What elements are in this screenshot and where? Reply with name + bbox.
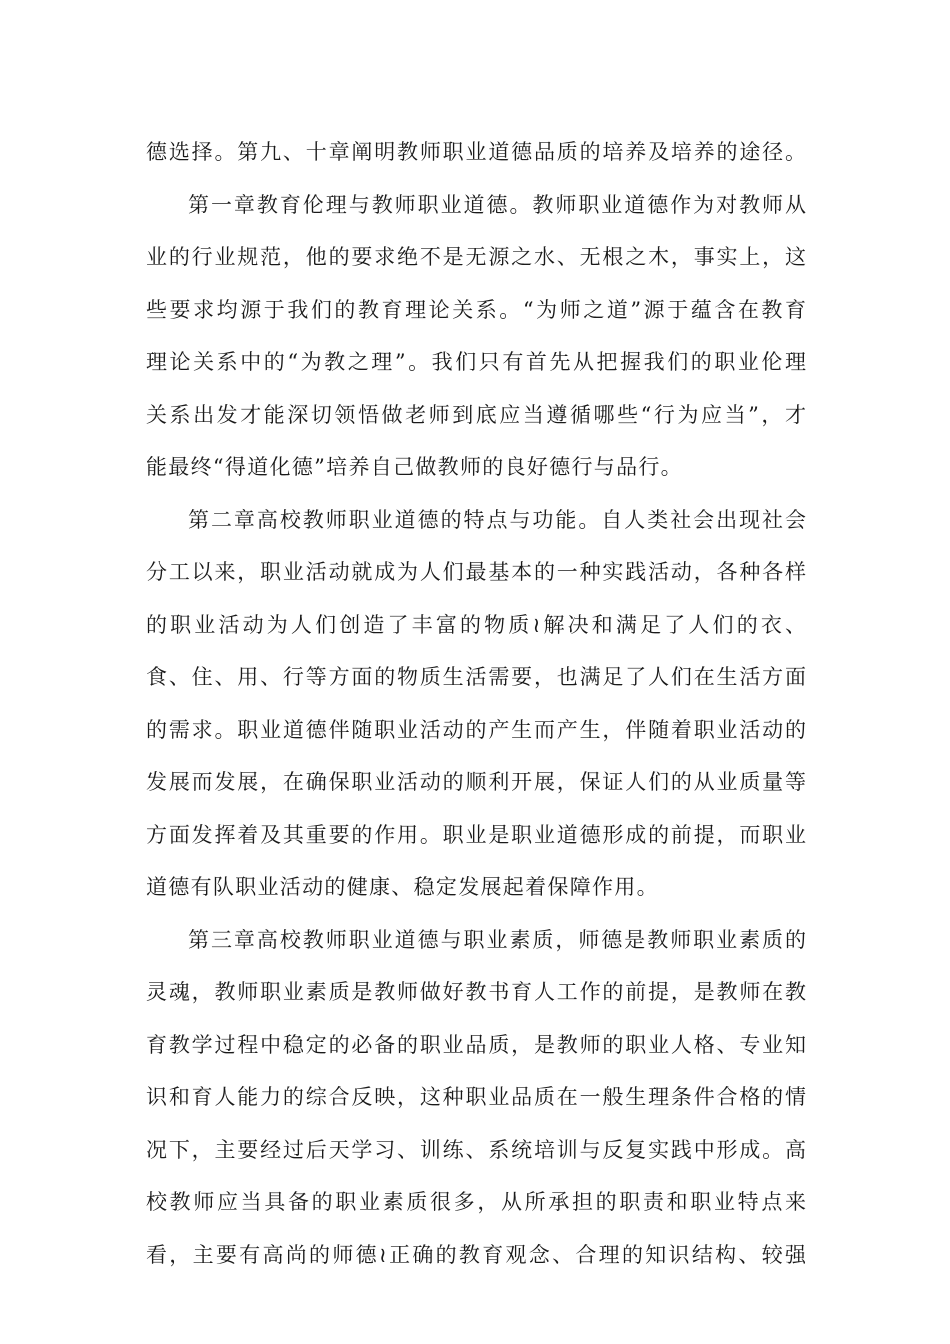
text-line: 些要求均源于我们的教育理论关系。“为师之道”源于蕴含在教育 [146, 297, 806, 322]
text-line: 关系出发才能深切领悟做老师到底应当遵循哪些“行为应当”，才 [146, 402, 806, 427]
body-text [146, 126, 806, 1281]
text-line: 校教师应当具备的职业素质很多，从所承担的职责和职业特点来 [146, 1190, 806, 1214]
text-line: 方面发挥着及其重要的作用。职业是职业道德形成的前提，而职业 [146, 822, 806, 847]
text-line: 分工以来，职业活动就成为人们最基本的一种实践活动，各种各样 [146, 560, 806, 584]
text-line: 第一章教育伦理与教师职业道德。教师职业道德作为对教师从 [188, 192, 806, 217]
text-line: 食、住、用、行等方面的物质生活需要，也满足了人们在生活方面 [146, 665, 806, 689]
text-line: 识和育人能力的综合反映，这种职业品质在一般生理条件合格的情 [146, 1085, 806, 1109]
text-line: 第二章高校教师职业道德的特点与功能。自人类社会出现社会 [188, 507, 806, 532]
text-line: 能最终“得道化德”培养自己做教师的良好德行与品行。 [146, 455, 683, 479]
text-line: 看，主要有高尚的师德≀正确的教育观念、合理的知识结构、较强 [146, 1242, 806, 1267]
text-line: 的需求。职业道德伴随职业活动的产生而产生，伴随着职业活动的 [146, 717, 806, 742]
text-line: 道德有队职业活动的健康、稳定发展起着保障作用。 [146, 875, 659, 899]
text-line: 育教学过程中稳定的必备的职业品质，是教师的职业人格、专业知 [146, 1032, 806, 1057]
text-line: 第三章高校教师职业道德与职业素质，师德是教师职业素质的 [188, 927, 806, 952]
text-line: 业的行业规范，他的要求绝不是无源之水、无根之木，事实上，这 [146, 245, 806, 269]
text-line: 的职业活动为人们创造了丰富的物质≀解决和满足了人们的衣、 [146, 612, 806, 637]
text-line: 灵魂，教师职业素质是教师做好教书育人工作的前提，是教师在教 [146, 980, 806, 1004]
text-line: 发展而发展，在确保职业活动的顺利开展，保证人们的从业质量等 [146, 770, 806, 794]
text-line: 理论关系中的“为教之理”。我们只有首先从把握我们的职业伦理 [146, 350, 806, 374]
text-line: 德选择。第九、十章阐明教师职业道德品质的培养及培养的途径。 [146, 140, 806, 164]
text-line: 况下，主要经过后天学习、训练、系统培训与反复实践中形成。高 [146, 1137, 806, 1162]
